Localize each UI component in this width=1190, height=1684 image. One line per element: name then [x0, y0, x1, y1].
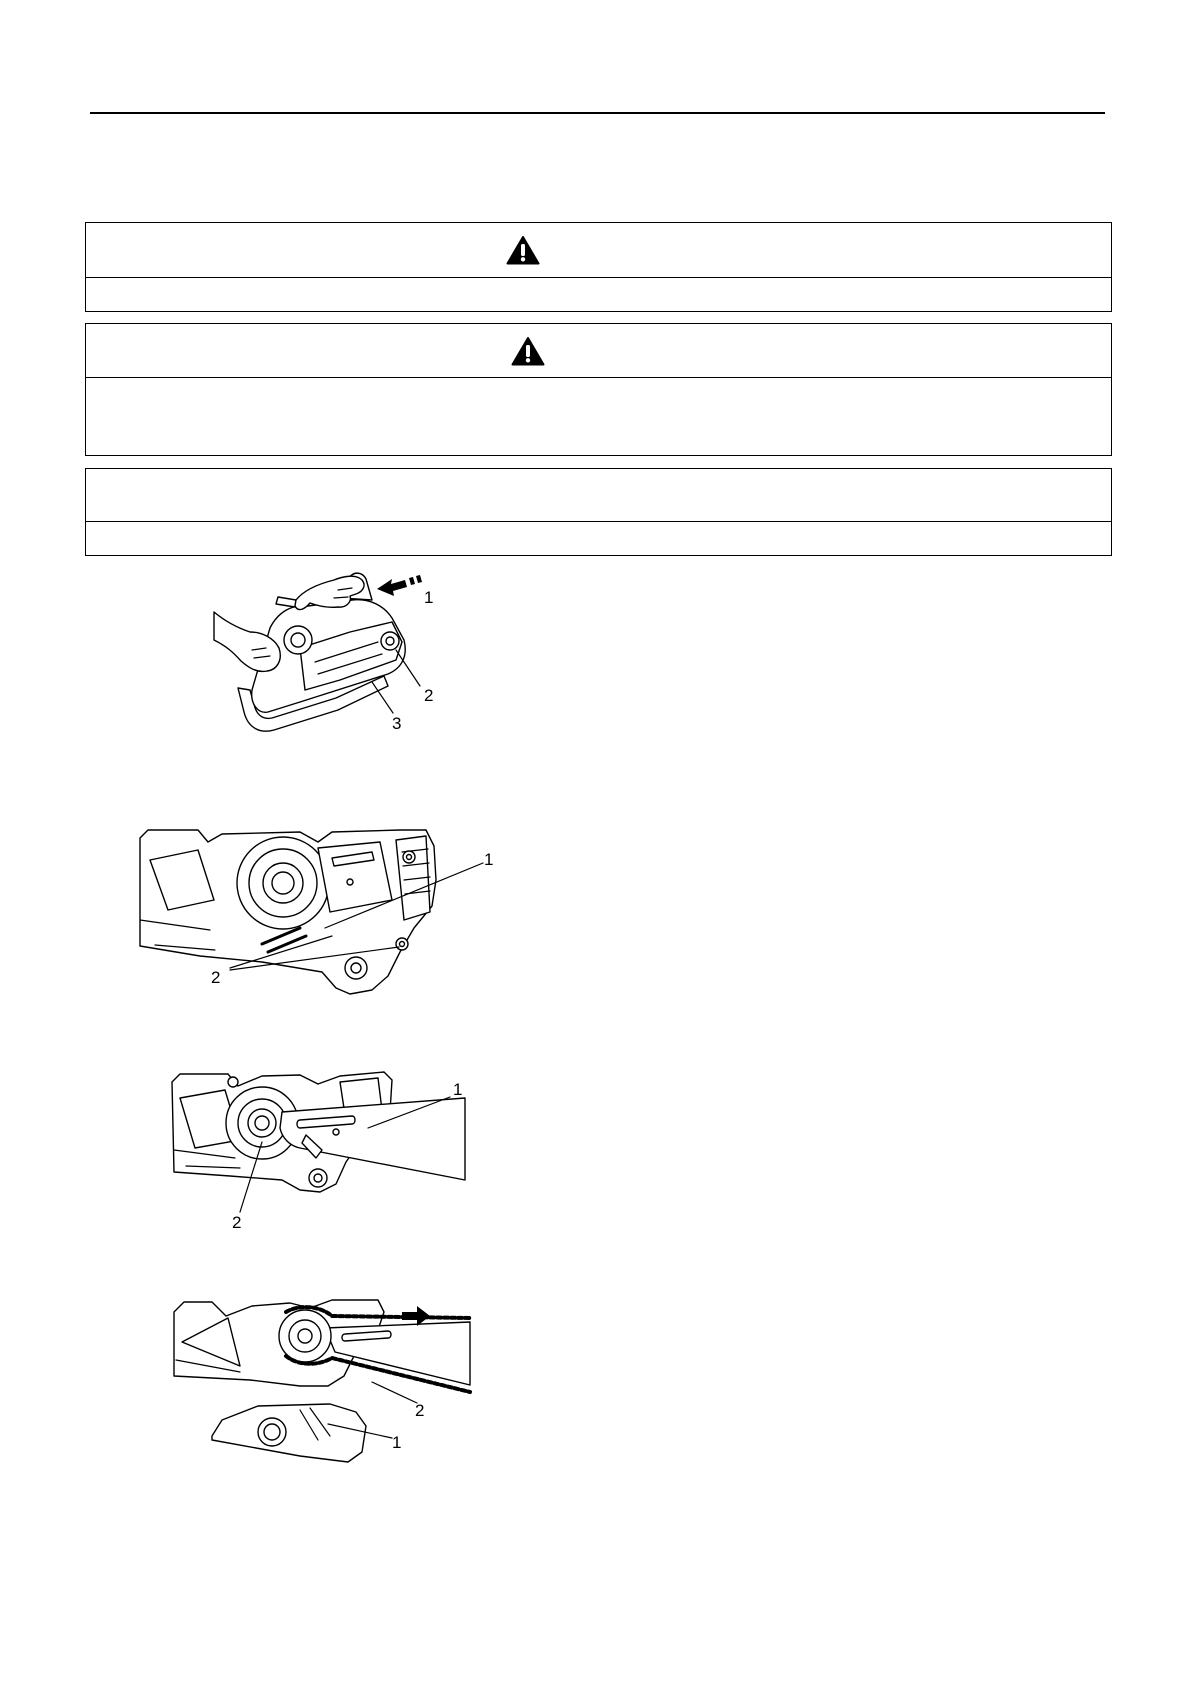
exclamation-dot — [521, 257, 525, 261]
upper-stud-center — [407, 855, 412, 860]
roller-center — [351, 963, 361, 973]
figure-3-callout-2: 2 — [232, 1213, 242, 1232]
arrow-left-icon — [377, 579, 407, 596]
figure-1-callout-3: 3 — [392, 714, 402, 733]
bar-mount-plate — [318, 842, 392, 912]
warning-triangle-icon — [511, 336, 545, 366]
note-box — [85, 468, 1112, 556]
figure-4-illustration — [160, 1295, 480, 1470]
exclamation-bar — [521, 244, 525, 256]
figure-4-callout-2: 2 — [415, 1401, 425, 1420]
guide-bar-hole — [333, 1129, 339, 1135]
housing-screw — [228, 1077, 238, 1087]
figure-2-illustration — [130, 825, 500, 1005]
roller-center — [314, 1174, 322, 1182]
figure-3-illustration — [160, 1065, 470, 1235]
upper-glove-cuff — [276, 597, 296, 607]
cover-knob-center — [386, 637, 394, 645]
figure-1-callout-1: 1 — [424, 588, 434, 607]
warning-box-1 — [85, 222, 1112, 312]
clutch-nut — [255, 1116, 269, 1130]
warning-box-1-header — [86, 223, 1111, 278]
header-rule — [90, 112, 1105, 114]
figure-1-illustration — [200, 570, 460, 750]
note-box-header — [86, 469, 1111, 522]
lower-gloved-hand — [214, 612, 280, 671]
exclamation-dot — [526, 358, 530, 362]
warning-box-1-body — [86, 278, 1111, 311]
warning-triangle-icon — [506, 235, 540, 265]
note-box-body — [86, 522, 1111, 555]
figure-1-callout-2: 2 — [424, 686, 434, 705]
clutch-hub — [291, 633, 305, 647]
arrow-right-icon — [402, 1306, 430, 1326]
lower-stud-center — [400, 942, 405, 947]
figure-3-callout-1: 1 — [453, 1080, 463, 1099]
sprocket-hub — [298, 1329, 312, 1343]
figure-2-callout-2: 2 — [211, 968, 221, 987]
oil-hole — [347, 879, 353, 885]
figure-2-callout-1: 1 — [484, 850, 494, 869]
figure-4-callout-1: 1 — [392, 1433, 402, 1452]
warning-box-2-body — [86, 378, 1111, 455]
clutch-nut — [272, 872, 294, 894]
cover-boss-hole — [264, 1424, 280, 1440]
warning-box-2-header — [86, 324, 1111, 378]
sprocket-cover — [212, 1404, 366, 1462]
exclamation-bar — [526, 345, 530, 357]
arrow-motion-dashes — [409, 575, 422, 585]
warning-box-2 — [85, 323, 1112, 456]
